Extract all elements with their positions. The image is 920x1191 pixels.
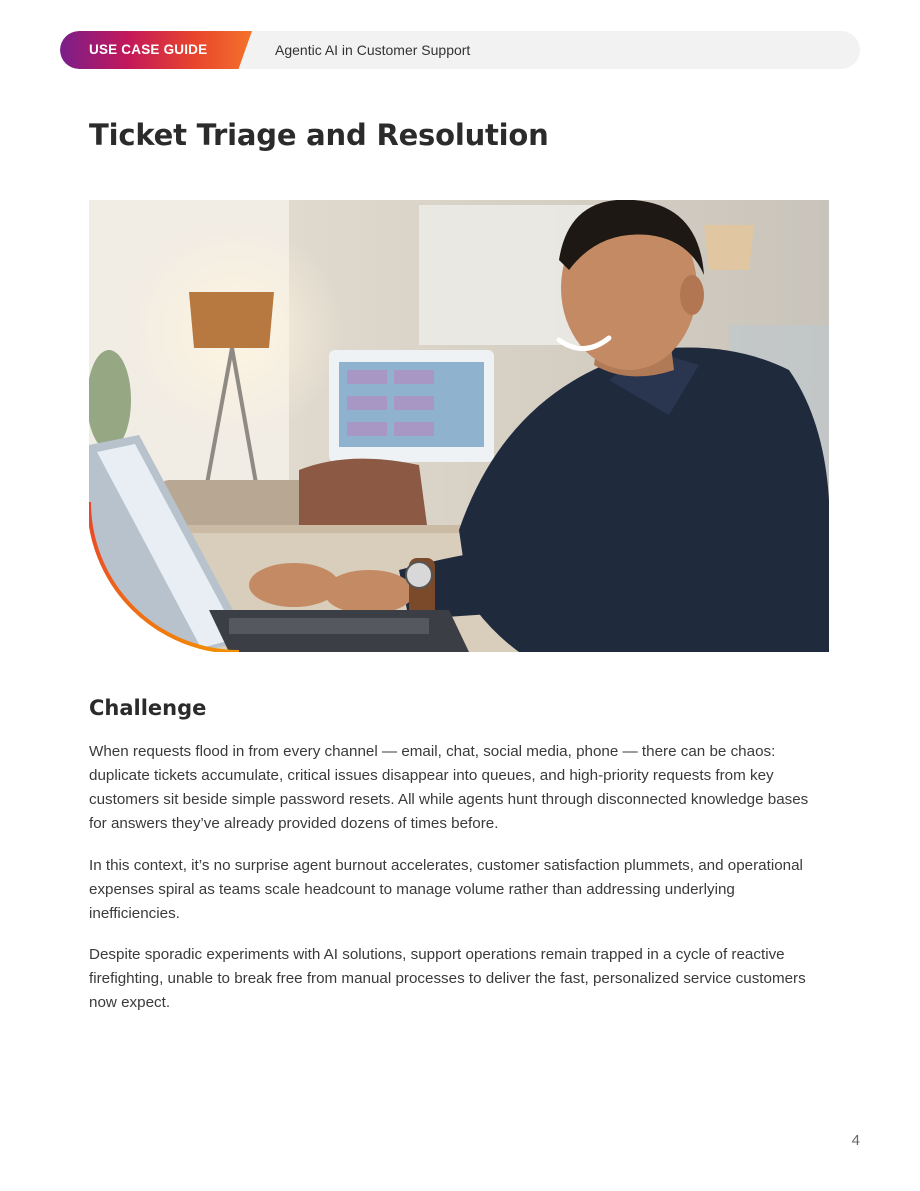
section-heading: Challenge	[89, 696, 207, 720]
header-title: Agentic AI in Customer Support	[275, 42, 471, 58]
body-paragraph-1: When requests flood in from every channel — email, chat, social media, phone — there can be chaos: duplicate tickets accumulate, critical issues disappear into queues, and high-priority requests from key customers sit beside simple password resets. All while agents hunt through disconnected knowledge bases for answers they’ve already provided dozens of times before.	[89, 743, 809, 832]
body-paragraph-3: Despite sporadic experiments with AI solutions, support operations remain trapped in a cycle of reactive firefighting, unable to break free from manual processes to deliver the fast, personalized service customers now expect.	[89, 946, 806, 1011]
hero-photo	[89, 200, 829, 652]
office-photo-illustration	[89, 200, 829, 652]
document-header	[60, 31, 860, 69]
header-badge-label: USE CASE GUIDE	[89, 42, 208, 57]
page-number: 4	[851, 1132, 860, 1149]
page-title: Ticket Triage and Resolution	[89, 118, 549, 152]
body-paragraph-2: In this context, it’s no surprise agent burnout accelerates, customer satisfaction plummets, and operational expenses spiral as teams scale headcount to manage volume rather than addressing underlying inefficiencies.	[89, 857, 803, 922]
